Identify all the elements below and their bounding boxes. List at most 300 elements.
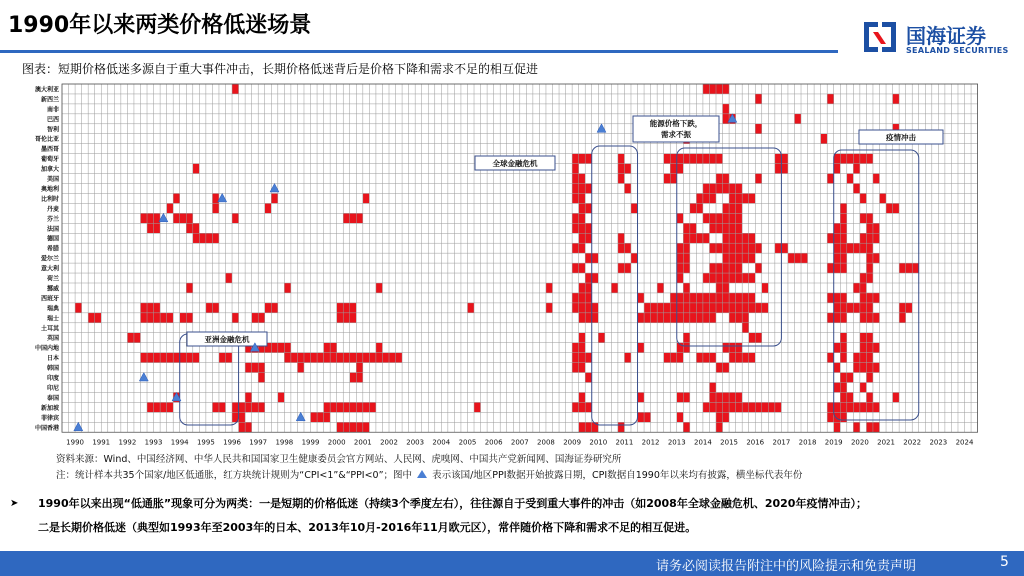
heatmap-cell (729, 233, 736, 243)
heatmap-cell (160, 402, 167, 412)
heatmap-cell (585, 402, 592, 412)
heatmap-cell (598, 333, 605, 343)
bullet-line-2: 二是长期价格低迷（典型如1993年至2003年的日本、2013年10月-2016年11月欧元区），常伴随价格下降和需求不足的相互促进。 (38, 521, 697, 534)
heatmap-cell (840, 253, 847, 263)
heatmap-cell (683, 243, 690, 253)
heatmap-cell (866, 353, 873, 363)
heatmap-cell (834, 422, 841, 432)
heatmap-cell (853, 283, 860, 293)
year-label: 1993 (144, 438, 163, 447)
heatmap-cell (866, 223, 873, 233)
heatmap-cell (742, 273, 749, 283)
heatmap-cell (840, 383, 847, 393)
heatmap-cell (723, 293, 730, 303)
heatmap-cell (729, 243, 736, 253)
heatmap-cell (716, 184, 723, 194)
highlight-box (180, 334, 239, 425)
heatmap-cell (638, 412, 645, 422)
heatmap-cell (742, 243, 749, 253)
row-label: 日本 (46, 355, 59, 363)
heatmap-cell (186, 283, 193, 293)
heatmap-cell (324, 343, 331, 353)
heatmap-cell (683, 303, 690, 313)
heatmap-cell (683, 263, 690, 273)
heatmap-cell (742, 323, 749, 333)
heatmap-cell (860, 383, 867, 393)
heatmap-cell (337, 402, 344, 412)
heatmap-cell (847, 402, 854, 412)
heatmap-cell (873, 402, 880, 412)
row-label: 土耳其 (40, 325, 59, 333)
heatmap-cell (716, 283, 723, 293)
heatmap-cell (677, 263, 684, 273)
heatmap-cell (677, 303, 684, 313)
heatmap-cell (572, 243, 579, 253)
heatmap-cell (736, 402, 743, 412)
heatmap-cell (579, 203, 586, 213)
heatmap-cell (245, 422, 252, 432)
row-label: 荷兰 (46, 275, 59, 283)
heatmap-cell (677, 273, 684, 283)
heatmap-cell (866, 233, 873, 243)
heatmap-cell (742, 293, 749, 303)
heatmap-cell (736, 243, 743, 253)
heatmap-cell (186, 313, 193, 323)
heatmap-cell (683, 333, 690, 343)
heatmap-cell (736, 213, 743, 223)
heatmap-cell (683, 422, 690, 432)
heatmap-cell (572, 213, 579, 223)
bullet-arrow-icon: ➤ (10, 498, 19, 509)
heatmap-cell (873, 223, 880, 233)
year-label: 1991 (92, 438, 111, 447)
heatmap-cell (873, 422, 880, 432)
year-label: 2019 (824, 438, 843, 447)
heatmap-cell (579, 154, 586, 164)
heatmap-cell (311, 412, 318, 422)
heatmap-cell (572, 263, 579, 273)
heatmap-cell (657, 303, 664, 313)
heatmap-cell (585, 422, 592, 432)
heatmap-cell (847, 373, 854, 383)
heatmap-cell (585, 184, 592, 194)
annotation-label: 全球金融危机 (492, 159, 538, 168)
heatmap-cell (899, 303, 906, 313)
heatmap-cell (716, 174, 723, 184)
heatmap-cell (847, 174, 854, 184)
row-label: 韩国 (46, 365, 59, 373)
heatmap-cell (624, 164, 631, 174)
heatmap-cell (827, 233, 834, 243)
heatmap-cell (291, 353, 298, 363)
heatmap-cell (579, 303, 586, 313)
heatmap-cell (271, 193, 278, 203)
heatmap-cell (343, 303, 350, 313)
heatmap-cell (716, 223, 723, 233)
heatmap-cell (834, 303, 841, 313)
heatmap-cell (703, 213, 710, 223)
heatmap-cell (709, 184, 716, 194)
heatmap-cell (853, 303, 860, 313)
heatmap-cell (239, 402, 246, 412)
heatmap-cell (723, 283, 730, 293)
heatmap-cell (716, 402, 723, 412)
heatmap-cell (624, 353, 631, 363)
heatmap-cell (801, 253, 808, 263)
heatmap-cell (827, 412, 834, 422)
heatmap-cell (749, 353, 756, 363)
heatmap-cell (193, 164, 200, 174)
heatmap-cell (749, 253, 756, 263)
heatmap-cell (703, 293, 710, 303)
heatmap-cell (75, 303, 82, 313)
heatmap-cell (834, 223, 841, 233)
heatmap-cell (592, 313, 599, 323)
note-text-a: 注：统计样本共35个国家/地区低通胀，红方块统计规则为“CPI<1”&“PPI<0”；图中 (56, 470, 413, 481)
heatmap-cell (664, 313, 671, 323)
heatmap-cell (853, 154, 860, 164)
heatmap-cell (683, 343, 690, 353)
heatmap-cell (572, 193, 579, 203)
heatmap-cell (775, 154, 782, 164)
heatmap-cell (853, 353, 860, 363)
heatmap-cell (703, 273, 710, 283)
heatmap-cell (912, 263, 919, 273)
heatmap-cell (742, 303, 749, 313)
heatmap-cell (866, 303, 873, 313)
heatmap-cell (670, 353, 677, 363)
heatmap-cell (709, 353, 716, 363)
heatmap-cell (572, 303, 579, 313)
heatmap-cell (729, 293, 736, 303)
heatmap-cell (716, 84, 723, 94)
year-label: 1999 (301, 438, 320, 447)
heatmap-cell (173, 193, 180, 203)
heatmap-cell (736, 203, 743, 213)
heatmap-cell (716, 263, 723, 273)
heatmap-cell (696, 154, 703, 164)
heatmap-cell (840, 353, 847, 363)
heatmap-cell (677, 313, 684, 323)
heatmap-cell (186, 353, 193, 363)
heatmap-cell (840, 412, 847, 422)
bullet-line-1: 1990年以来出现“低通胀”现象可分为两类：一是短期的价格低迷（持续3个季度左右），往往源自于受到重大事件的冲击（如2008年全球金融危机、2020年疫情冲击）； (38, 497, 867, 510)
heatmap-cell (631, 253, 638, 263)
heatmap-cell (252, 402, 259, 412)
heatmap-cell (670, 313, 677, 323)
heatmap-cell (160, 353, 167, 363)
heatmap-cell (847, 392, 854, 402)
heatmap-cell (337, 422, 344, 432)
heatmap-cell (742, 353, 749, 363)
heatmap-cell (834, 263, 841, 273)
heatmap-cell (742, 402, 749, 412)
heatmap-cell (736, 343, 743, 353)
row-label: 丹麦 (46, 205, 59, 213)
row-label: 英国 (46, 335, 59, 343)
heatmap-cell (212, 402, 219, 412)
heatmap-cell (147, 313, 154, 323)
heatmap-cell (579, 213, 586, 223)
heatmap-cell (866, 363, 873, 373)
heatmap-cell (278, 392, 285, 402)
heatmap-cell (736, 273, 743, 283)
heatmap-cell (304, 353, 311, 363)
heatmap-cell (853, 243, 860, 253)
heatmap-cell (736, 263, 743, 273)
heatmap-cell (579, 174, 586, 184)
heatmap-cell (781, 164, 788, 174)
heatmap-cell (343, 313, 350, 323)
heatmap-cell (239, 422, 246, 432)
heatmap-cell (840, 343, 847, 353)
heatmap-cell (840, 233, 847, 243)
heatmap-cell (723, 392, 730, 402)
heatmap-cell (781, 154, 788, 164)
heatmap-cell (755, 303, 762, 313)
heatmap-cell (154, 223, 161, 233)
row-label: 新加坡 (40, 404, 59, 412)
heatmap-cell (723, 84, 730, 94)
year-label: 2013 (667, 438, 686, 447)
year-label: 1992 (118, 438, 137, 447)
heatmap-cell (297, 363, 304, 373)
heatmap-cell (585, 283, 592, 293)
heatmap-cell (683, 223, 690, 233)
heatmap-cell (742, 193, 749, 203)
note-text-b: 表示该国/地区PPI数据开始披露日期，CPI数据自1990年以来均有披露，横坐标代表年份 (432, 470, 803, 481)
heatmap-cell (467, 303, 474, 313)
heatmap-cell (631, 203, 638, 213)
heatmap-cell (127, 333, 134, 343)
heatmap-cell (690, 313, 697, 323)
heatmap-cell (703, 353, 710, 363)
row-label: 瑞典 (46, 305, 59, 313)
heatmap-cell (729, 313, 736, 323)
heatmap-cell (173, 213, 180, 223)
heatmap-cell (749, 273, 756, 283)
heatmap-cell (775, 243, 782, 253)
heatmap-cell (716, 243, 723, 253)
heatmap-cell (860, 333, 867, 343)
heatmap-cell (572, 363, 579, 373)
heatmap-cell (226, 353, 233, 363)
heatmap-cell (853, 363, 860, 373)
heatmap-cell (134, 333, 141, 343)
heatmap-cell (350, 373, 357, 383)
logo-subtext: SEALAND SECURITIES (906, 46, 1009, 55)
heatmap-cell (618, 174, 625, 184)
heatmap-cell (729, 353, 736, 363)
heatmap-cell (284, 343, 291, 353)
heatmap-cell (677, 412, 684, 422)
heatmap-cell (369, 402, 376, 412)
heatmap-cell (317, 353, 324, 363)
heatmap-cell (827, 263, 834, 273)
heatmap-cell (729, 303, 736, 313)
row-label: 新西兰 (40, 96, 59, 104)
heatmap-cell (670, 164, 677, 174)
heatmap-cell (729, 343, 736, 353)
heatmap-cell (572, 343, 579, 353)
heatmap-cell (866, 402, 873, 412)
heatmap-cell (638, 313, 645, 323)
heatmap-cell (834, 343, 841, 353)
heatmap-cell (258, 313, 265, 323)
row-label: 奥地利 (40, 185, 59, 193)
heatmap-cell (363, 402, 370, 412)
heatmap-cell (330, 353, 337, 363)
heatmap-cell (618, 154, 625, 164)
year-label: 1995 (196, 438, 215, 447)
heatmap-cell (723, 243, 730, 253)
heatmap-cell (873, 343, 880, 353)
heatmap-cell (664, 353, 671, 363)
heatmap-cell (768, 402, 775, 412)
heatmap-cell (716, 412, 723, 422)
heatmap-cell (827, 313, 834, 323)
heatmap-cell (690, 303, 697, 313)
heatmap-cell (847, 154, 854, 164)
heatmap-cell (866, 154, 873, 164)
heatmap-cell (723, 303, 730, 313)
year-label: 2022 (903, 438, 922, 447)
year-label: 2002 (380, 438, 398, 447)
heatmap-cell (324, 412, 331, 422)
heatmap-cell (749, 402, 756, 412)
heatmap-cell (651, 313, 658, 323)
heatmap-cell (356, 353, 363, 363)
heatmap-cell (690, 233, 697, 243)
year-label: 2018 (798, 438, 817, 447)
heatmap-cell (624, 263, 631, 273)
heatmap-cell (193, 353, 200, 363)
year-label: 2008 (537, 438, 555, 447)
year-label: 2024 (955, 438, 974, 447)
heatmap-cell (853, 422, 860, 432)
heatmap-cell (369, 353, 376, 363)
heatmap-cell (729, 223, 736, 233)
heatmap-cell (729, 213, 736, 223)
heatmap-cell (709, 383, 716, 393)
heatmap-cell (585, 233, 592, 243)
heatmap-cell (834, 233, 841, 243)
year-label: 2012 (641, 438, 660, 447)
heatmap-cell (723, 363, 730, 373)
heatmap-cell (186, 213, 193, 223)
heatmap-cell (723, 263, 730, 273)
heatmap-cell (755, 124, 762, 134)
heatmap-cell (834, 412, 841, 422)
grid-lines (62, 84, 978, 432)
year-label: 2006 (484, 438, 503, 447)
heatmap-cell (167, 353, 174, 363)
heatmap-cell (683, 392, 690, 402)
heatmap-cell (834, 243, 841, 253)
heatmap-cell (664, 174, 671, 184)
heatmap-cell (827, 174, 834, 184)
heatmap-cell (670, 293, 677, 303)
heatmap-cell (840, 303, 847, 313)
row-label: 中国内地 (34, 345, 59, 353)
heatmap-cell (709, 243, 716, 253)
heatmap-cell (873, 363, 880, 373)
heatmap-cell (893, 94, 900, 104)
heatmap-cell (212, 233, 219, 243)
row-label: 泰国 (46, 394, 59, 402)
annotation-label: 疫情冲击 (886, 133, 916, 142)
heatmap-cell (546, 283, 553, 293)
heatmap-cell (794, 253, 801, 263)
heatmap-cell (579, 333, 586, 343)
heatmap-cell (703, 84, 710, 94)
heatmap-cell (252, 313, 259, 323)
heatmap-cell (736, 184, 743, 194)
heatmap-cell (579, 263, 586, 273)
row-label: 中国香港 (34, 424, 59, 432)
heatmap-cell (755, 333, 762, 343)
heatmap-cell (579, 223, 586, 233)
heatmap-cell (840, 373, 847, 383)
row-label: 澳大利亚 (34, 86, 59, 94)
logo-text: 国海证券 (906, 24, 986, 48)
heatmap-cell (343, 353, 350, 363)
heatmap-cell (860, 293, 867, 303)
heatmap-cell (677, 253, 684, 263)
heatmap-cell (866, 392, 873, 402)
heatmap-cell (572, 223, 579, 233)
heatmap-cell (212, 303, 219, 313)
heatmap-cell (736, 253, 743, 263)
heatmap-cell (140, 303, 147, 313)
heatmap-cell (95, 313, 102, 323)
heatmap-cell (690, 203, 697, 213)
heatmap-cell (585, 223, 592, 233)
footer-disclaimer: 请务必阅读报告附注中的风险提示和免责声明 (656, 559, 917, 574)
heatmap-cell (873, 293, 880, 303)
heatmap-cell (624, 184, 631, 194)
heatmap-cell (866, 343, 873, 353)
heatmap-cell (376, 283, 383, 293)
title-rule (0, 50, 838, 53)
heatmap-cell (592, 303, 599, 313)
heatmap-cell (860, 243, 867, 253)
heatmap-cell (239, 412, 246, 422)
heatmap-cell (638, 293, 645, 303)
heatmap-cell (147, 353, 154, 363)
heatmap-cell (579, 184, 586, 194)
heatmap-cell (834, 293, 841, 303)
heatmap-cell (363, 193, 370, 203)
heatmap-cell (703, 154, 710, 164)
heatmap-cell (271, 303, 278, 313)
heatmap-cell (350, 402, 357, 412)
heatmap-cell (382, 353, 389, 363)
heatmap-cell (212, 203, 219, 213)
heatmap-cell (657, 283, 664, 293)
heatmap-cell (866, 213, 873, 223)
heatmap-cell (278, 343, 285, 353)
heatmap-cell (140, 213, 147, 223)
heatmap-cell (723, 104, 730, 114)
heatmap-cell (350, 303, 357, 313)
heatmap-cell (330, 402, 337, 412)
heatmap-cell (572, 184, 579, 194)
heatmap-cell (716, 213, 723, 223)
row-label: 菲律宾 (40, 414, 59, 422)
heatmap-cell (245, 402, 252, 412)
row-label: 南非 (46, 106, 59, 114)
